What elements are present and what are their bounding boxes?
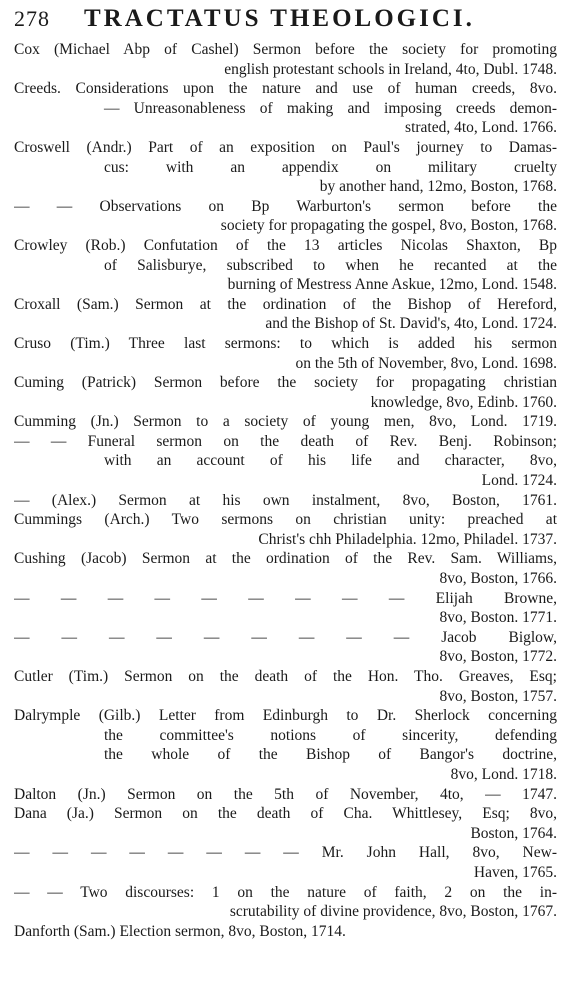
entry-line: — — — — — — — — — Jacob Biglow, [14, 628, 557, 646]
entry-line: Cummings (Arch.) Two sermons on christian unity: preached at [14, 511, 557, 529]
entry-line: 8vo, Lond. 1718. [450, 765, 557, 783]
entry-line: Croxall (Sam.) Sermon at the ordination of the Bishop of Hereford, [14, 295, 557, 313]
entry-croswell-observations [14, 197, 557, 236]
entry-line: — — Observations on Bp Warburton's sermon before the [14, 197, 557, 215]
entry-line: 8vo, Boston, 1757. [439, 687, 557, 705]
page-header [14, 4, 557, 36]
entry-cushing [14, 549, 557, 588]
entry-dalrymple [14, 706, 557, 784]
entry-cutler [14, 667, 557, 706]
entry-dalton [14, 785, 557, 805]
entry-dana [14, 804, 557, 843]
entry-line: Christ's chh Philadelphia. 12mo, Philadel. 1737. [258, 530, 557, 548]
entry-line: — — Funeral sermon on the death of Rev. Benj. Robinson; [14, 432, 557, 450]
entry-line: — Unreasonableness of making and imposing creeds demon- [104, 99, 557, 117]
entry-line: by another hand, 12mo, Boston, 1768. [319, 178, 557, 196]
entry-line: with an account of his life and character, 8vo, [104, 452, 557, 470]
entry-line: Dalrymple (Gilb.) Letter from Edinburgh to Dr. Sherlock concerning [14, 707, 557, 725]
entry-line: the committee's notions of sincerity, defending [104, 726, 557, 744]
entry-line: scrutability of divine providence, 8vo, Boston, 1767. [229, 903, 557, 921]
entry-line: Cuming (Patrick) Sermon before the society for propagating christian [14, 374, 557, 392]
entry-line: Crowley (Rob.) Confutation of the 13 articles Nicolas Shaxton, Bp [14, 236, 557, 254]
entry-line: and the Bishop of St. David's, 4to, Lond. 1724. [265, 315, 557, 333]
entry-line: Cumming (Jn.) Sermon to a society of young men, 8vo, Lond. 1719. [14, 413, 557, 431]
entry-line: 8vo, Boston, 1766. [439, 570, 557, 588]
entry-line: — (Alex.) Sermon at his own instalment, 8vo, Boston, 1761. [14, 491, 557, 509]
entry-line: english protestant schools in Ireland, 4to, Dubl. 1748. [224, 60, 557, 78]
entry-line: on the 5th of November, 8vo, Lond. 1698. [295, 354, 557, 372]
entry-line: — — — — — — — — Mr. John Hall, 8vo, New- [14, 844, 557, 862]
page-number: 278 [14, 6, 50, 31]
entry-line: Cruso (Tim.) Three last sermons: to which is added his sermon [14, 334, 557, 352]
entry-croxall [14, 295, 557, 334]
entry-line: of Salisburye, subscribed to when he recanted at the [104, 256, 557, 274]
entry-line: 8vo, Boston, 1772. [439, 648, 557, 666]
entry-croswell [14, 138, 557, 197]
entry-line: Lond. 1724. [481, 472, 557, 490]
entry-cox [14, 40, 557, 79]
entry-line: Cox (Michael Abp of Cashel) Sermon before the society for promoting [14, 41, 557, 58]
entry-line: knowledge, 8vo, Edinb. 1760. [370, 393, 557, 411]
entry-dana-hall [14, 843, 557, 882]
entry-line: the whole of the Bishop of Bangor's doctrine, [104, 746, 557, 764]
entry-dana-discourses [14, 883, 557, 922]
entry-line: Dalton (Jn.) Sermon on the 5th of November, 4to, — 1747. [14, 785, 557, 803]
running-title: TRACTATUS THEOLOGICI. [84, 5, 475, 32]
entry-line: Cushing (Jacob) Sermon at the ordination of the Rev. Sam. Williams, [14, 550, 557, 568]
entry-line: — — — — — — — — — Elijah Browne, [14, 589, 557, 607]
entry-cruso [14, 334, 557, 373]
entry-list [14, 40, 557, 941]
entry-line: Dana (Ja.) Sermon on the death of Cha. Whittlesey, Esq; 8vo, [14, 805, 557, 823]
entry-danforth [14, 922, 557, 942]
entry-line: cus: with an appendix on military cruelty [104, 158, 557, 176]
entry-line: Boston, 1764. [470, 824, 557, 842]
entry-crowley [14, 236, 557, 295]
entry-line: Haven, 1765. [473, 863, 557, 881]
entry-line: 8vo, Boston. 1771. [439, 609, 557, 627]
entry-creeds [14, 79, 557, 138]
entry-cushing-biglow [14, 628, 557, 667]
entry-cumming-alex [14, 491, 557, 511]
entry-cuming [14, 373, 557, 412]
entry-cushing-browne [14, 589, 557, 628]
entry-cumming-funeral [14, 432, 557, 491]
entry-line: Danforth (Sam.) Election sermon, 8vo, Boston, 1714. [14, 922, 346, 940]
entry-cummings [14, 510, 557, 549]
entry-line: strated, 4to, Lond. 1766. [405, 119, 557, 137]
entry-line: Croswell (Andr.) Part of an exposition on Paul's journey to Damas- [14, 138, 557, 156]
entry-line: society for propagating the gospel, 8vo, Boston, 1768. [220, 217, 557, 235]
entry-cumming [14, 412, 557, 432]
entry-line: Creeds. Considerations upon the nature and use of human creeds, 8vo. [14, 80, 557, 98]
entry-line: Cutler (Tim.) Sermon on the death of the Hon. Tho. Greaves, Esq; [14, 668, 557, 685]
entry-line: — — Two discourses: 1 on the nature of faith, 2 on the in- [14, 883, 557, 901]
entry-line: burning of Mestress Anne Askue, 12mo, Lond. 1548. [227, 276, 557, 294]
